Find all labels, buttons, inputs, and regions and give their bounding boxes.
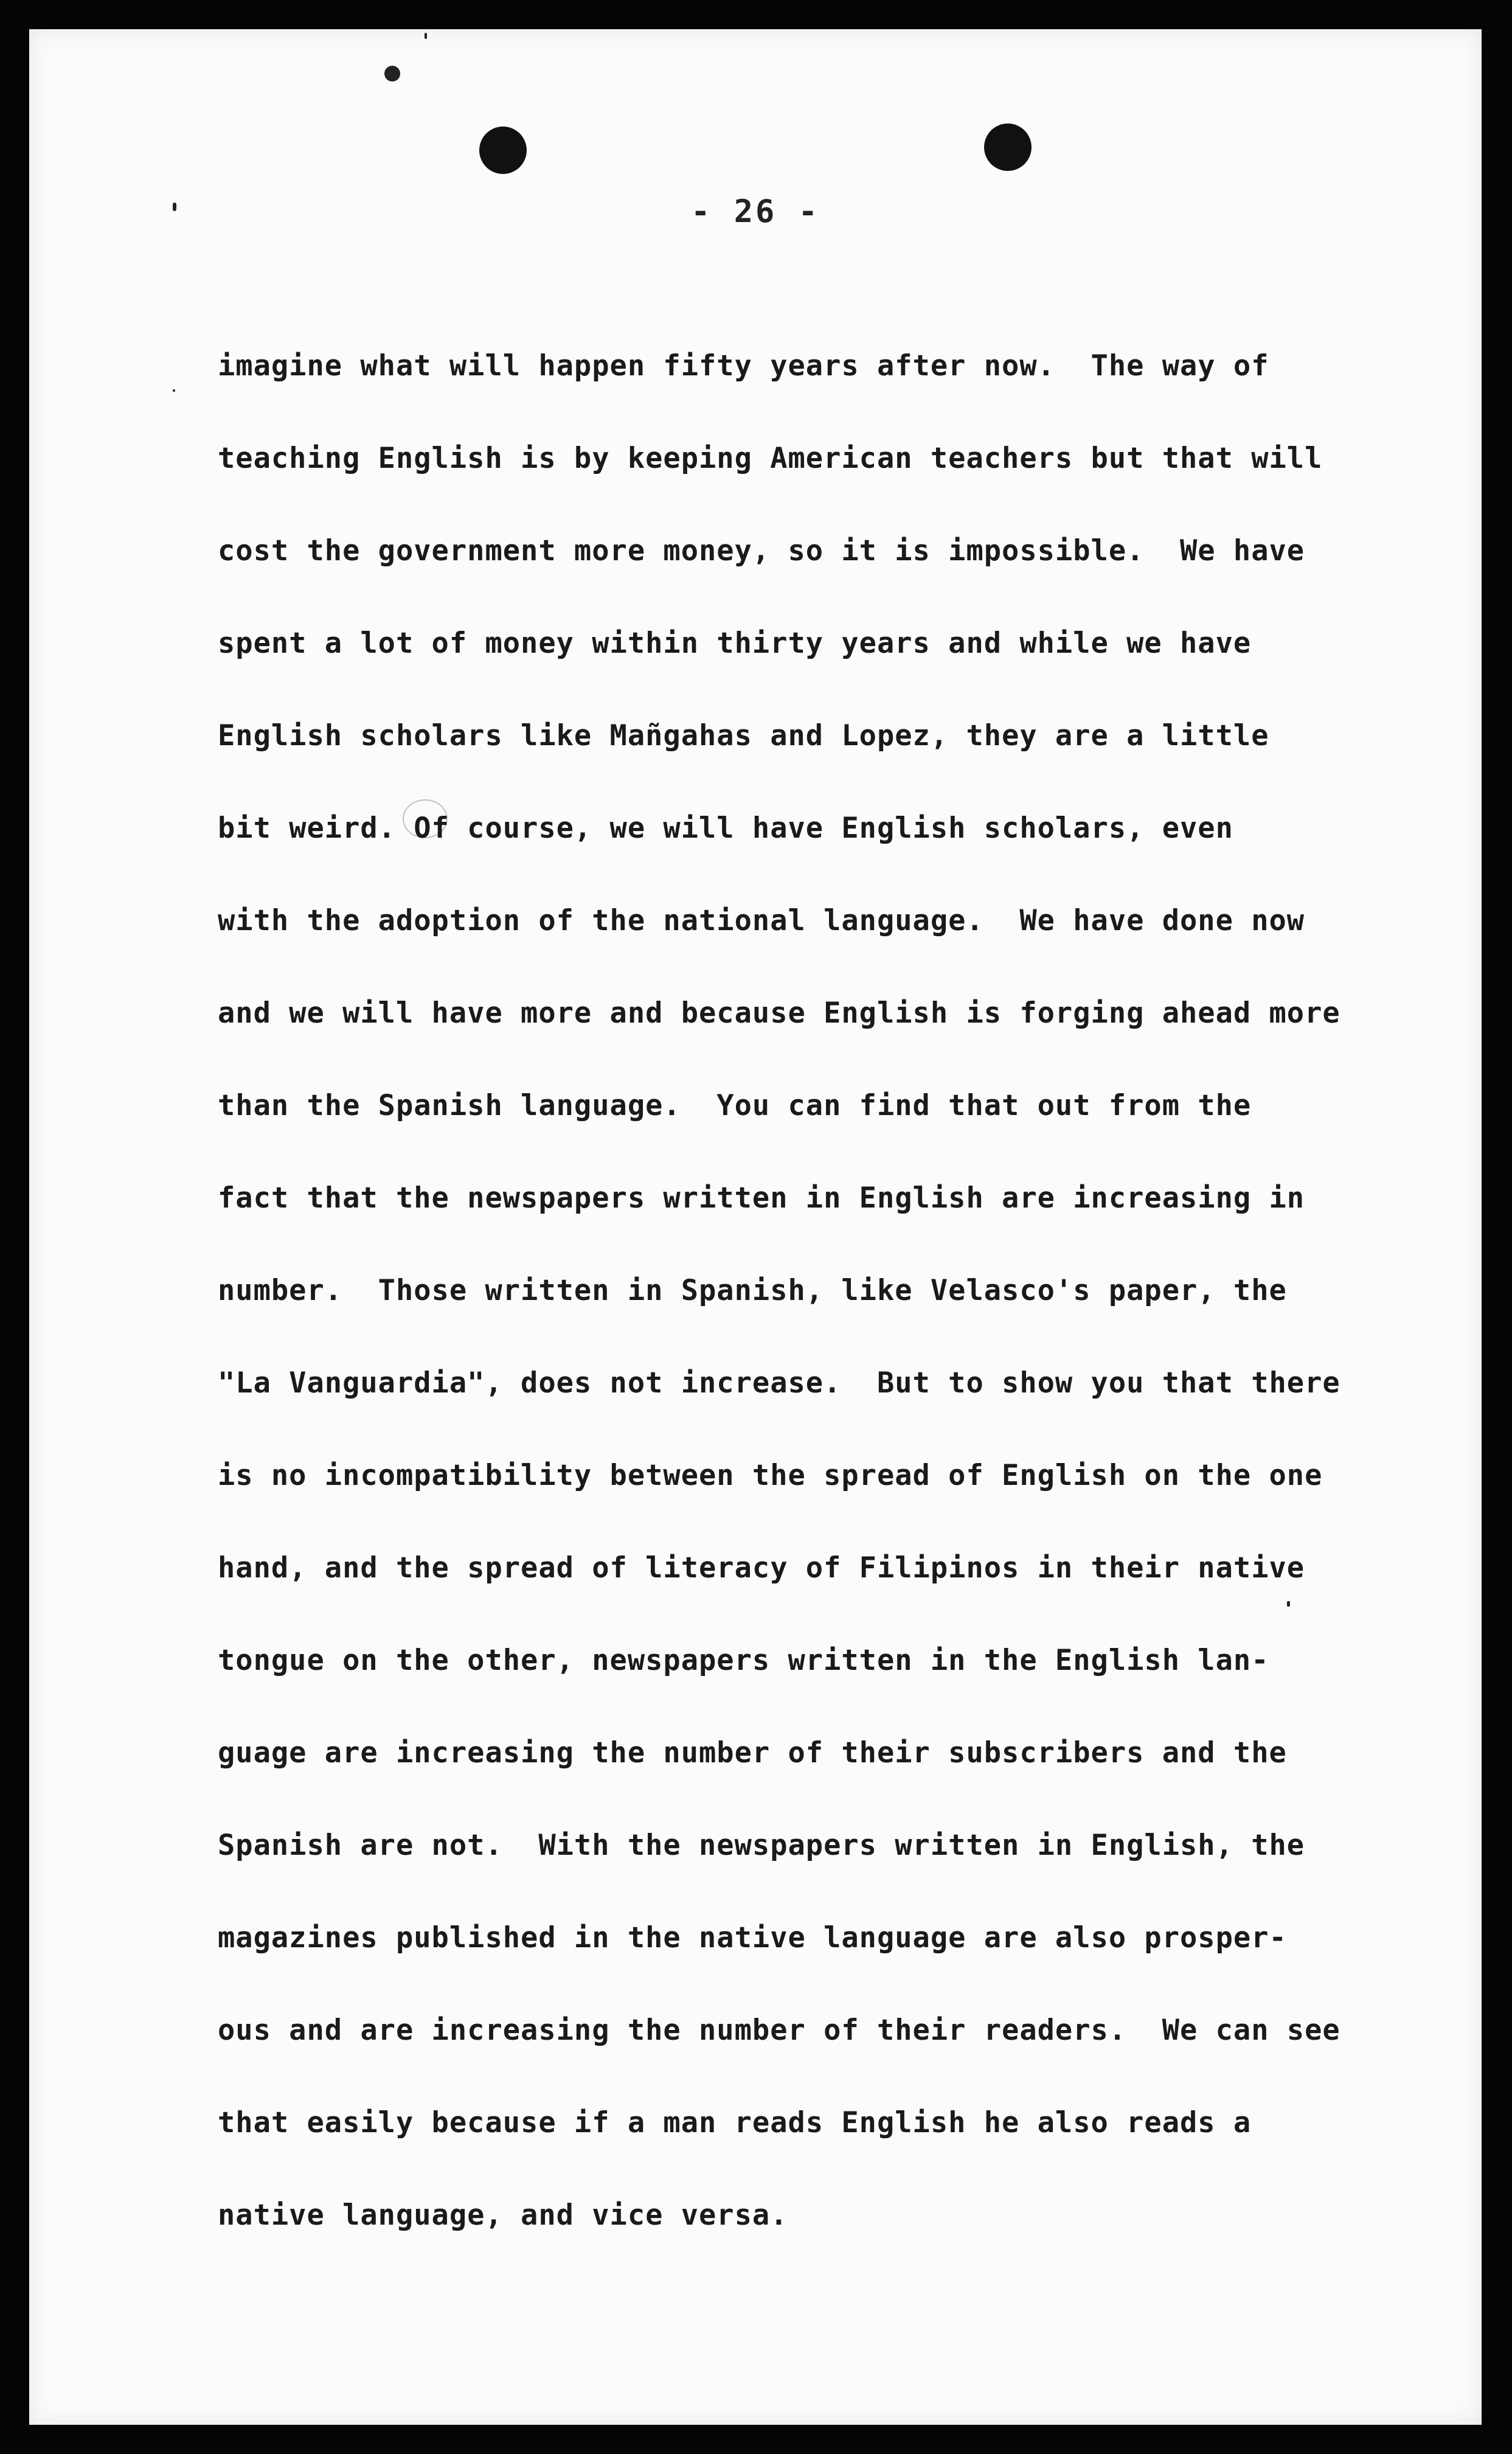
text-line: hand, and the spread of literacy of Filipinos in their native — [218, 1551, 1305, 1585]
text-line: tongue on the other, newspapers written in the English lan- — [218, 1644, 1269, 1677]
text-line: number. Those written in Spanish, like Velasco's paper, the — [218, 1274, 1287, 1307]
text-line: guage are increasing the number of their subscribers and the — [218, 1736, 1287, 1770]
text-line: that easily because if a man reads English he also reads a — [218, 2106, 1252, 2139]
text-line: is no incompatibility between the spread of English on the one — [218, 1459, 1323, 1492]
text-line: "La Vanguardia", does not increase. But to show you that there — [218, 1366, 1340, 1400]
text-line: Spanish are not. With the newspapers written in English, the — [218, 1829, 1305, 1862]
punch-hole-left — [479, 127, 527, 174]
document-page — [29, 29, 1482, 2425]
text-line: bit weird. Of course, we will have English scholars, even — [218, 812, 1233, 845]
text-line: imagine what will happen fifty years after now. The way of — [218, 349, 1269, 383]
text-line: cost the government more money, so it is impossible. We have — [218, 534, 1305, 568]
page-number: - 26 - — [691, 193, 820, 230]
text-line: and we will have more and because English is forging ahead more — [218, 996, 1340, 1030]
text-line: spent a lot of money within thirty years and while we have — [218, 627, 1252, 660]
text-line: teaching English is by keeping American teachers but that will — [218, 442, 1323, 475]
text-line: English scholars like Mañgahas and Lopez, they are a little — [218, 719, 1269, 753]
text-line: ous and are increasing the number of their readers. We can see — [218, 2014, 1340, 2047]
typed-body-text — [218, 320, 1434, 2262]
text-line: than the Spanish language. You can find that out from the — [218, 1089, 1252, 1122]
ink-speck — [173, 389, 175, 392]
punch-hole-right — [984, 123, 1032, 171]
text-line: fact that the newspapers written in English are increasing in — [218, 1181, 1305, 1215]
text-line: with the adoption of the national language. We have done now — [218, 904, 1305, 937]
text-line: native language, and vice versa. — [218, 2199, 788, 2232]
text-line: magazines published in the native language are also prosper- — [218, 1921, 1287, 1955]
ink-speck — [384, 66, 400, 82]
ink-speck — [425, 33, 427, 39]
